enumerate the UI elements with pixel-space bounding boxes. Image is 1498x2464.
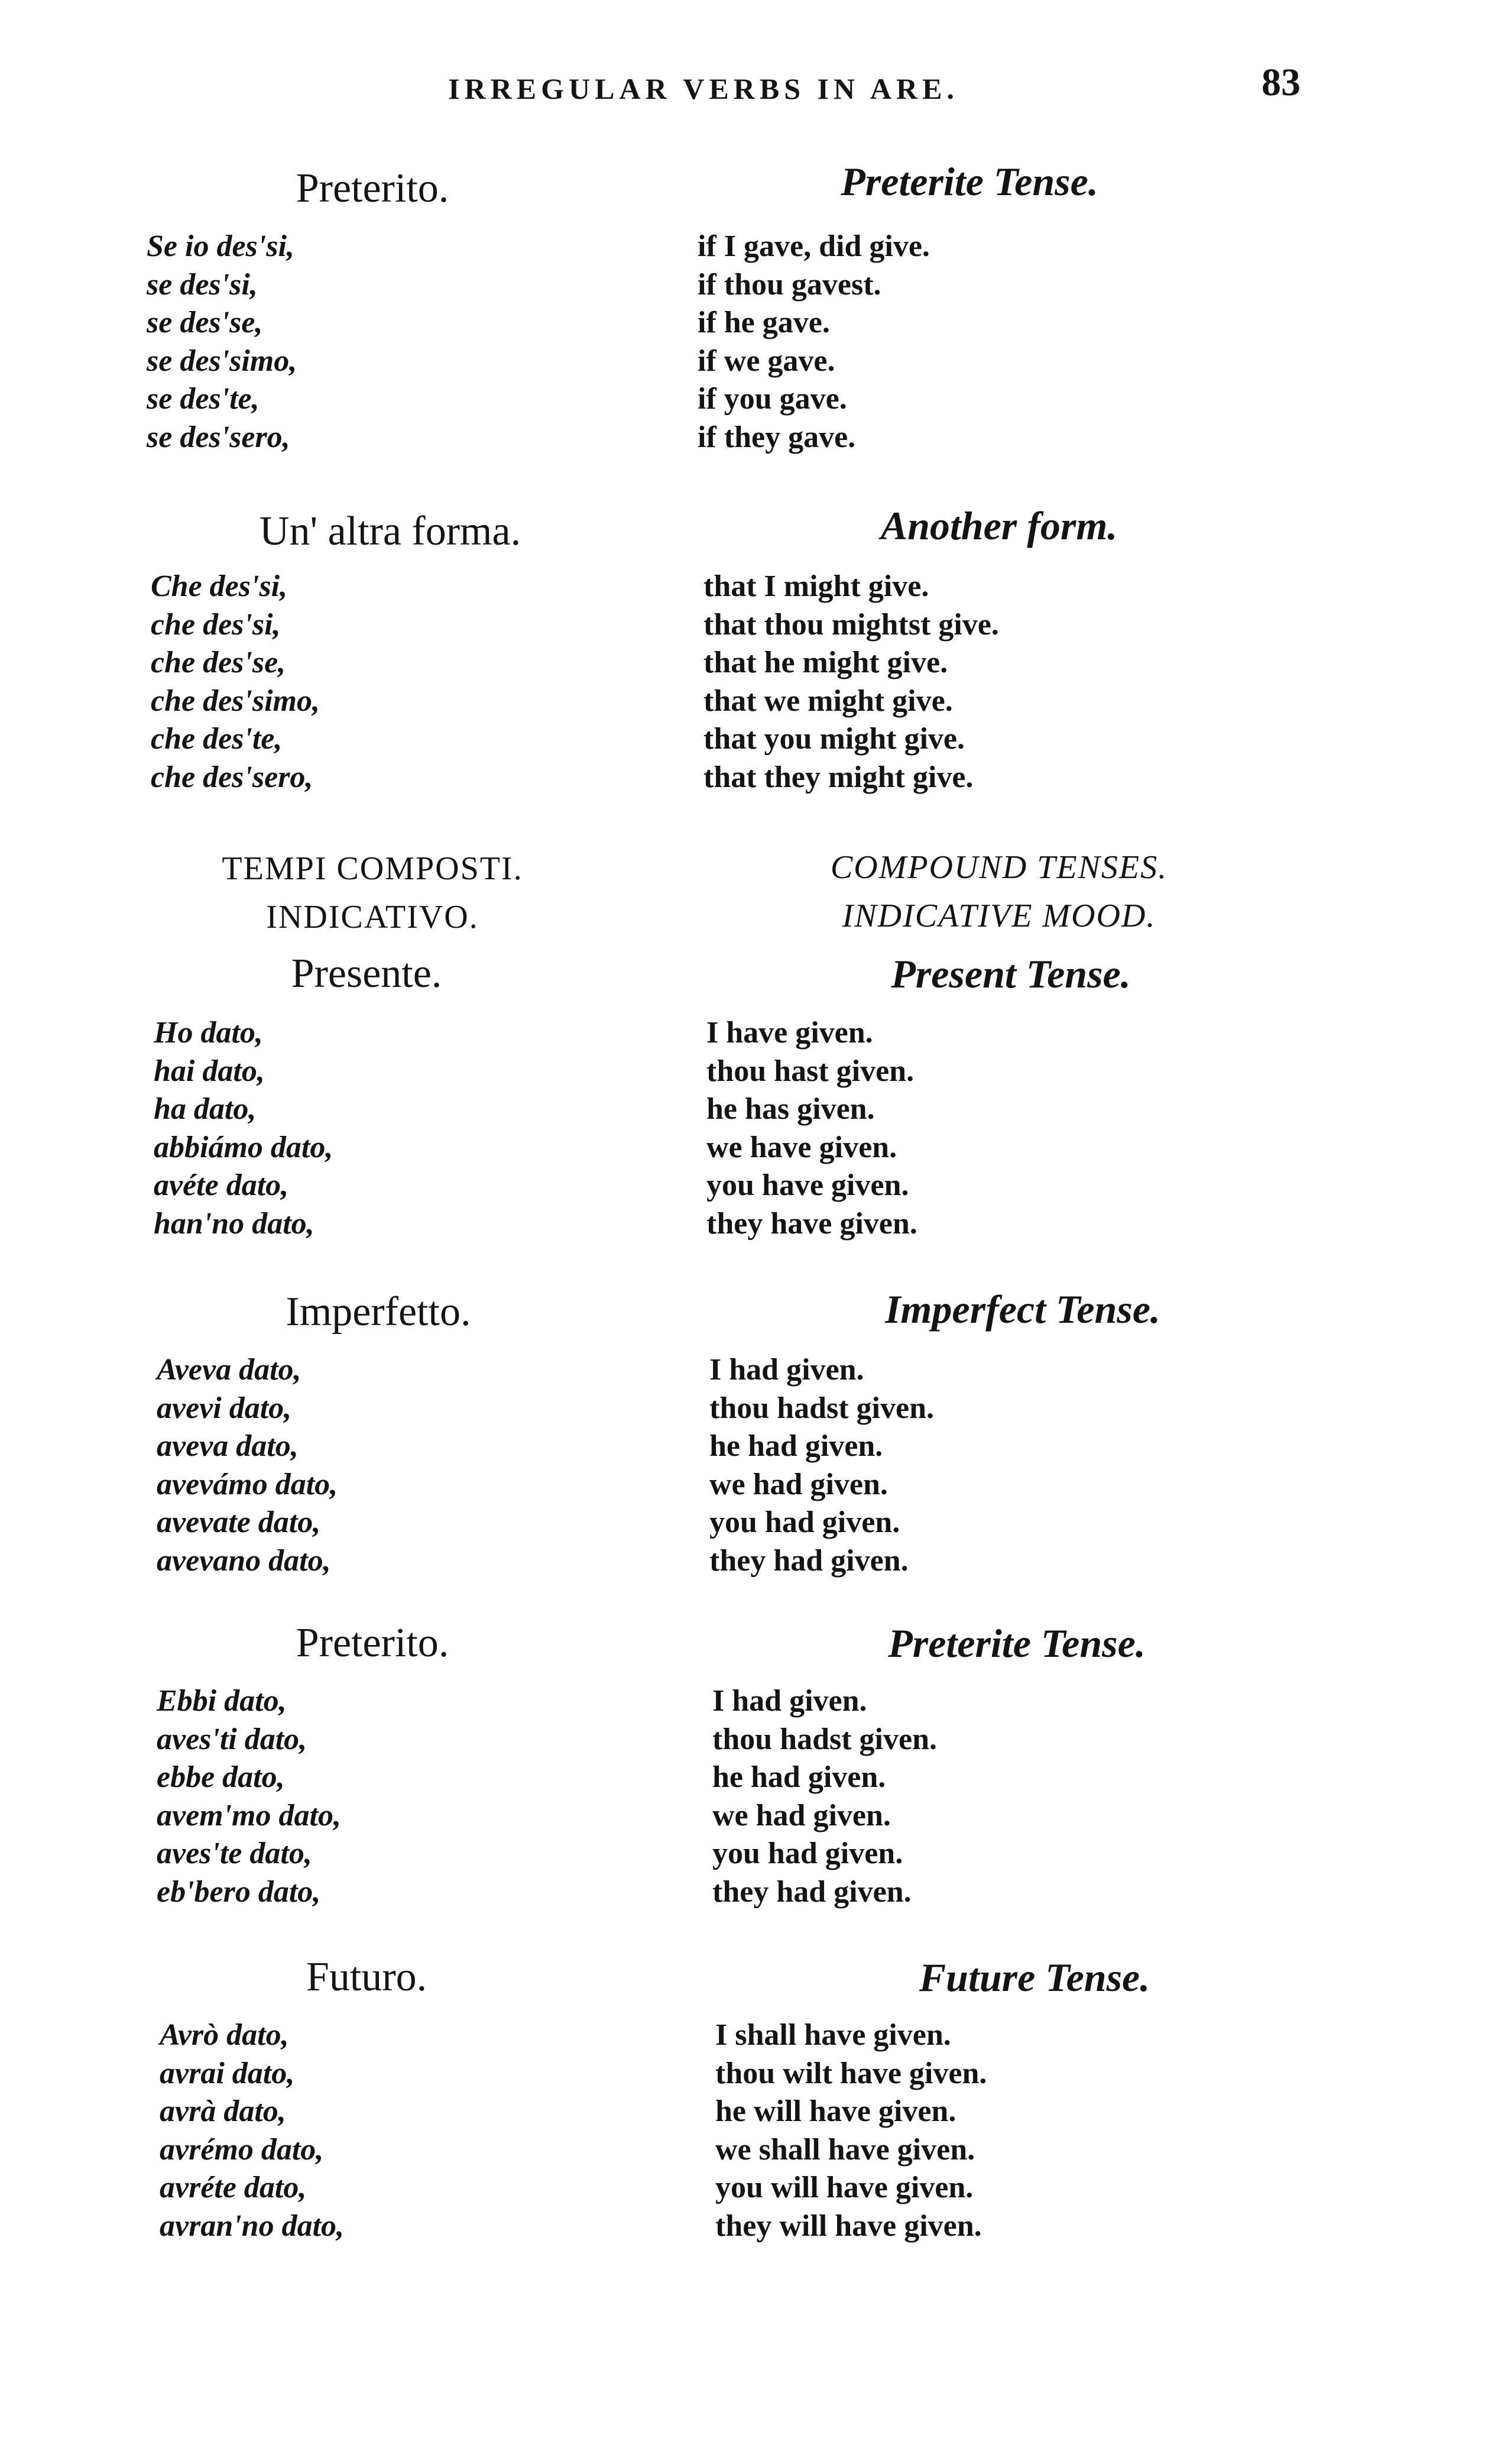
italian-line: ebbe dato, — [157, 1760, 285, 1794]
section-heading-italian: Futuro. — [306, 1954, 427, 2000]
italian-line: avem'mo dato, — [157, 1798, 341, 1832]
compound-tenses-heading-english: COMPOUND TENSES. — [830, 849, 1168, 886]
italian-line: abbiámo dato, — [154, 1130, 333, 1164]
english-line: he had given. — [712, 1760, 886, 1794]
italian-line: aveva dato, — [157, 1429, 299, 1463]
english-translation-list — [698, 228, 930, 456]
italian-conjugation-list — [160, 2016, 344, 2245]
italian-line: se des'se, — [147, 306, 263, 339]
english-line: you had given. — [712, 1837, 903, 1870]
english-line: that you might give. — [703, 722, 965, 756]
section-heading-english: Another form. — [880, 503, 1118, 548]
english-line: we have given. — [706, 1130, 897, 1164]
italian-line: avevate dato, — [157, 1505, 321, 1539]
english-line: that they might give. — [703, 760, 974, 794]
english-translation-list — [706, 1014, 917, 1243]
italian-line: avevano dato, — [157, 1543, 331, 1578]
english-line: thou hadst given. — [709, 1391, 934, 1425]
italian-conjugation-list — [151, 568, 320, 796]
italian-line: Se io des'si, — [147, 229, 294, 263]
english-line: we had given. — [709, 1467, 888, 1501]
italian-conjugation-list — [147, 228, 297, 456]
english-line: he had given. — [709, 1429, 883, 1463]
english-translation-list — [715, 2016, 987, 2245]
italian-line: Che des'si, — [151, 569, 288, 603]
italian-line: han'no dato, — [154, 1206, 314, 1241]
italian-line: hai dato, — [154, 1054, 265, 1088]
italian-line: Ho dato, — [154, 1016, 263, 1050]
italian-line: eb'bero dato, — [157, 1874, 321, 1909]
italian-line: avran'no dato, — [160, 2209, 345, 2243]
italian-line: se des'sero, — [147, 420, 290, 454]
italian-line: che des'si, — [151, 607, 281, 642]
mood-heading-english: INDICATIVE MOOD. — [842, 898, 1156, 934]
section-heading-italian: Preterito. — [296, 166, 449, 211]
english-translation-list — [712, 1682, 937, 1911]
section-heading-italian: Un' altra forma. — [259, 509, 521, 554]
page-number: 83 — [1262, 61, 1301, 104]
italian-line: avrai dato, — [160, 2056, 295, 2090]
english-line: you had given. — [709, 1505, 900, 1539]
english-line: I have given. — [706, 1016, 873, 1050]
english-line: we shall have given. — [715, 2132, 975, 2167]
english-line: thou hadst given. — [712, 1722, 937, 1756]
italian-line: che des'simo, — [151, 684, 320, 718]
english-translation-list — [709, 1351, 934, 1580]
italian-line: avréte dato, — [160, 2171, 307, 2204]
section-heading-english: Preterite Tense. — [888, 1621, 1146, 1666]
compound-tenses-heading-italian: TEMPI COMPOSTI. — [222, 850, 523, 887]
english-line: they will have given. — [715, 2209, 982, 2243]
italian-line: avevi dato, — [157, 1391, 292, 1425]
italian-line: se des'simo, — [147, 344, 297, 378]
italian-line: se des'si, — [147, 267, 258, 302]
english-line: he has given. — [706, 1092, 875, 1126]
section-heading-english: Present Tense. — [891, 951, 1131, 996]
running-title: IRREGULAR VERBS IN ARE. — [448, 72, 959, 105]
english-line: you have given. — [706, 1168, 909, 1202]
italian-line: aves'te dato, — [157, 1837, 312, 1870]
english-line: if I gave, did give. — [698, 229, 930, 263]
english-line: if we gave. — [698, 344, 835, 378]
italian-line: avéte dato, — [154, 1168, 289, 1202]
section-heading-english: Preterite Tense. — [841, 159, 1098, 204]
english-line: I had given. — [712, 1684, 867, 1718]
section-heading-english: Future Tense. — [919, 1955, 1150, 2000]
english-line: they had given. — [712, 1874, 912, 1909]
english-translation-list — [703, 568, 999, 796]
italian-line: aves'ti dato, — [157, 1722, 307, 1756]
italian-conjugation-list — [154, 1014, 333, 1243]
english-line: if he gave. — [698, 306, 830, 339]
section-heading-italian: Imperfetto. — [286, 1289, 471, 1335]
italian-conjugation-list — [157, 1682, 341, 1911]
english-line: that we might give. — [703, 684, 953, 718]
english-line: they had given. — [709, 1543, 909, 1578]
italian-line: che des'se, — [151, 646, 286, 679]
italian-line: Aveva dato, — [157, 1353, 301, 1387]
mood-heading-italian: INDICATIVO. — [266, 899, 479, 935]
english-line: if they gave. — [698, 420, 856, 454]
italian-line: se des'te, — [147, 382, 260, 416]
english-line: you will have given. — [715, 2171, 974, 2204]
italian-line: avrà dato, — [160, 2094, 286, 2128]
english-line: that he might give. — [703, 646, 948, 679]
italian-line: che des'te, — [151, 722, 283, 756]
italian-line: avevámo dato, — [157, 1467, 338, 1501]
english-line: if thou gavest. — [698, 267, 881, 302]
english-line: that thou mightst give. — [703, 607, 999, 642]
english-line: I had given. — [709, 1353, 864, 1387]
english-line: they have given. — [706, 1206, 917, 1241]
section-heading-italian: Preterito. — [296, 1620, 449, 1666]
italian-line: ha dato, — [154, 1092, 257, 1126]
english-line: we had given. — [712, 1798, 891, 1832]
english-line: thou wilt have given. — [715, 2056, 987, 2090]
english-line: he will have given. — [715, 2094, 956, 2128]
english-line: if you gave. — [698, 382, 847, 416]
italian-line: che des'sero, — [151, 760, 313, 794]
italian-line: Ebbi dato, — [157, 1684, 287, 1718]
english-line: that I might give. — [703, 569, 929, 603]
section-heading-english: Imperfect Tense. — [885, 1287, 1160, 1332]
italian-conjugation-list — [157, 1351, 338, 1580]
english-line: I shall have given. — [715, 2018, 951, 2052]
section-heading-italian: Presente. — [291, 951, 442, 996]
italian-line: Avrò dato, — [160, 2018, 289, 2052]
italian-line: avrémo dato, — [160, 2132, 324, 2167]
english-line: thou hast given. — [706, 1054, 915, 1088]
